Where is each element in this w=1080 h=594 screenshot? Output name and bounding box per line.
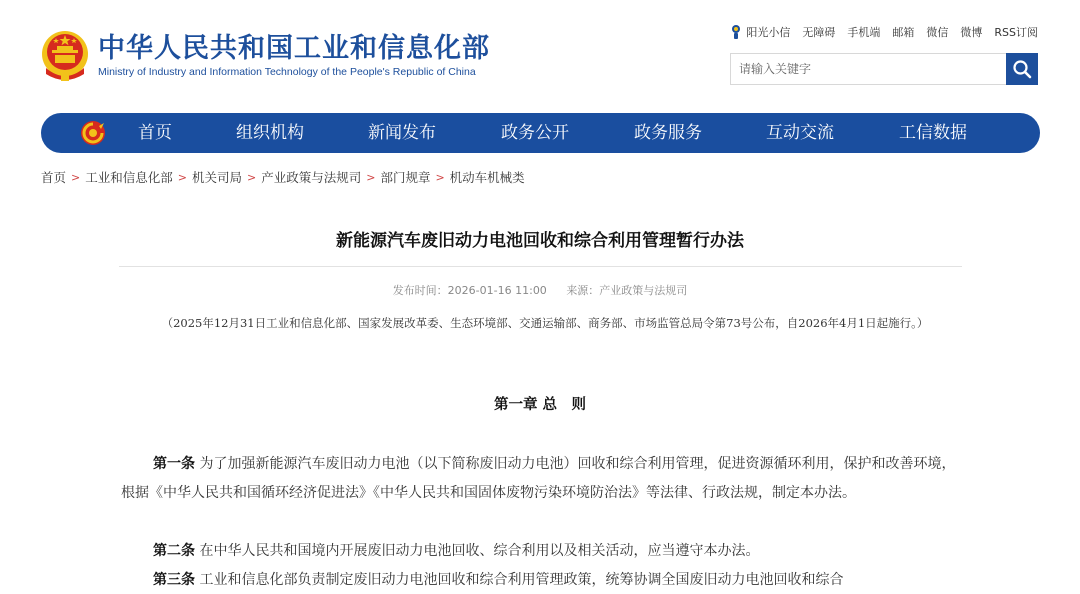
- search-icon: [1012, 59, 1032, 79]
- nav-item-services[interactable]: 政务服务: [634, 123, 702, 143]
- site-name-en: Ministry of Industry and Information Technology of the People's Republic of China: [98, 65, 476, 78]
- nav-item-data[interactable]: 工信数据: [899, 123, 967, 143]
- top-link-rss[interactable]: RSS订阅: [994, 26, 1038, 39]
- breadcrumb-item[interactable]: 工业和信息化部: [85, 170, 173, 185]
- breadcrumb-item[interactable]: 产业政策与法规司: [261, 170, 362, 185]
- top-link-mailbox[interactable]: 邮箱: [892, 26, 915, 39]
- breadcrumb-item[interactable]: 机关司局: [191, 170, 242, 185]
- site-header: [0, 0, 1080, 110]
- breadcrumb-item[interactable]: 机动车机械类: [449, 170, 525, 185]
- article-text: 工业和信息化部负责制定废旧动力电池回收和综合利用管理政策，统筹协调全国废旧动力电池回收和综合: [199, 572, 844, 588]
- publish-time: 发布时间：2026-01-16 11:00: [392, 284, 547, 297]
- top-links: [730, 24, 1038, 40]
- article-paragraph: [121, 566, 964, 594]
- breadcrumb-separator: >: [435, 170, 445, 184]
- top-link-weibo[interactable]: 微博: [960, 26, 983, 39]
- article-source: 来源：产业政策与法规司: [566, 284, 688, 297]
- top-link-sunshine[interactable]: 阳光小信: [746, 26, 791, 39]
- nav-item-home[interactable]: 首页: [138, 123, 172, 143]
- article-meta: [0, 282, 1080, 298]
- chapter-heading: 第一章 总 则: [493, 396, 587, 413]
- title-divider: [119, 266, 962, 267]
- breadcrumb-separator: >: [177, 170, 187, 184]
- article-text: 在中华人民共和国境内开展废旧动力电池回收、综合利用以及相关活动，应当遵守本办法。: [199, 543, 760, 559]
- search-box: [730, 53, 1038, 85]
- article-number: 第一条: [153, 456, 195, 472]
- breadcrumb-separator: >: [246, 170, 257, 184]
- breadcrumb-separator: >: [366, 170, 376, 184]
- ministry-logo-icon[interactable]: [79, 119, 107, 147]
- top-link-accessibility[interactable]: 无障碍: [802, 26, 836, 39]
- nav-item-government-affairs[interactable]: 政务公开: [501, 123, 569, 143]
- breadcrumb-item[interactable]: 首页: [41, 170, 67, 185]
- article-paragraph: [121, 537, 964, 566]
- site-logo[interactable]: [40, 28, 490, 82]
- top-link-wechat[interactable]: 微信: [926, 26, 949, 39]
- national-emblem-icon: [40, 28, 90, 82]
- article-title: 新能源汽车废旧动力电池回收和综合利用管理暂行办法: [336, 231, 744, 251]
- search-input[interactable]: [731, 54, 1007, 84]
- nav-item-interaction[interactable]: 互动交流: [766, 123, 834, 143]
- nav-item-organization[interactable]: 组织机构: [236, 123, 304, 143]
- site-name-cn: 中华人民共和国工业和信息化部: [98, 32, 490, 64]
- breadcrumb: [41, 168, 525, 186]
- top-link-mobile[interactable]: 手机端: [847, 26, 881, 39]
- main-nav: [41, 113, 1040, 153]
- sunshine-mascot-icon: [730, 24, 742, 40]
- article-number: 第三条: [153, 572, 195, 588]
- search-button[interactable]: [1006, 53, 1038, 85]
- article-text: 为了加强新能源汽车废旧动力电池（以下简称废旧动力电池）回收和综合利用管理，促进资源循环利用，保护和改善环境，根据《中华人民共和国循环经济促进法》《中华人民共和国固体废物污染环境防治法》等法律、行政法规，制定本办法。: [121, 456, 956, 501]
- nav-item-news[interactable]: 新闻发布: [368, 123, 436, 143]
- article-number: 第二条: [153, 543, 195, 559]
- promulgation-note: （2025年12月31日工业和信息化部、国家发展改革委、生态环境部、交通运输部、商务部、市场监管总局令第73号公布，自2026年4月1日起施行。）: [161, 316, 929, 330]
- article-paragraph: [121, 450, 964, 508]
- breadcrumb-item[interactable]: 部门规章: [380, 170, 431, 185]
- breadcrumb-separator: >: [71, 170, 81, 184]
